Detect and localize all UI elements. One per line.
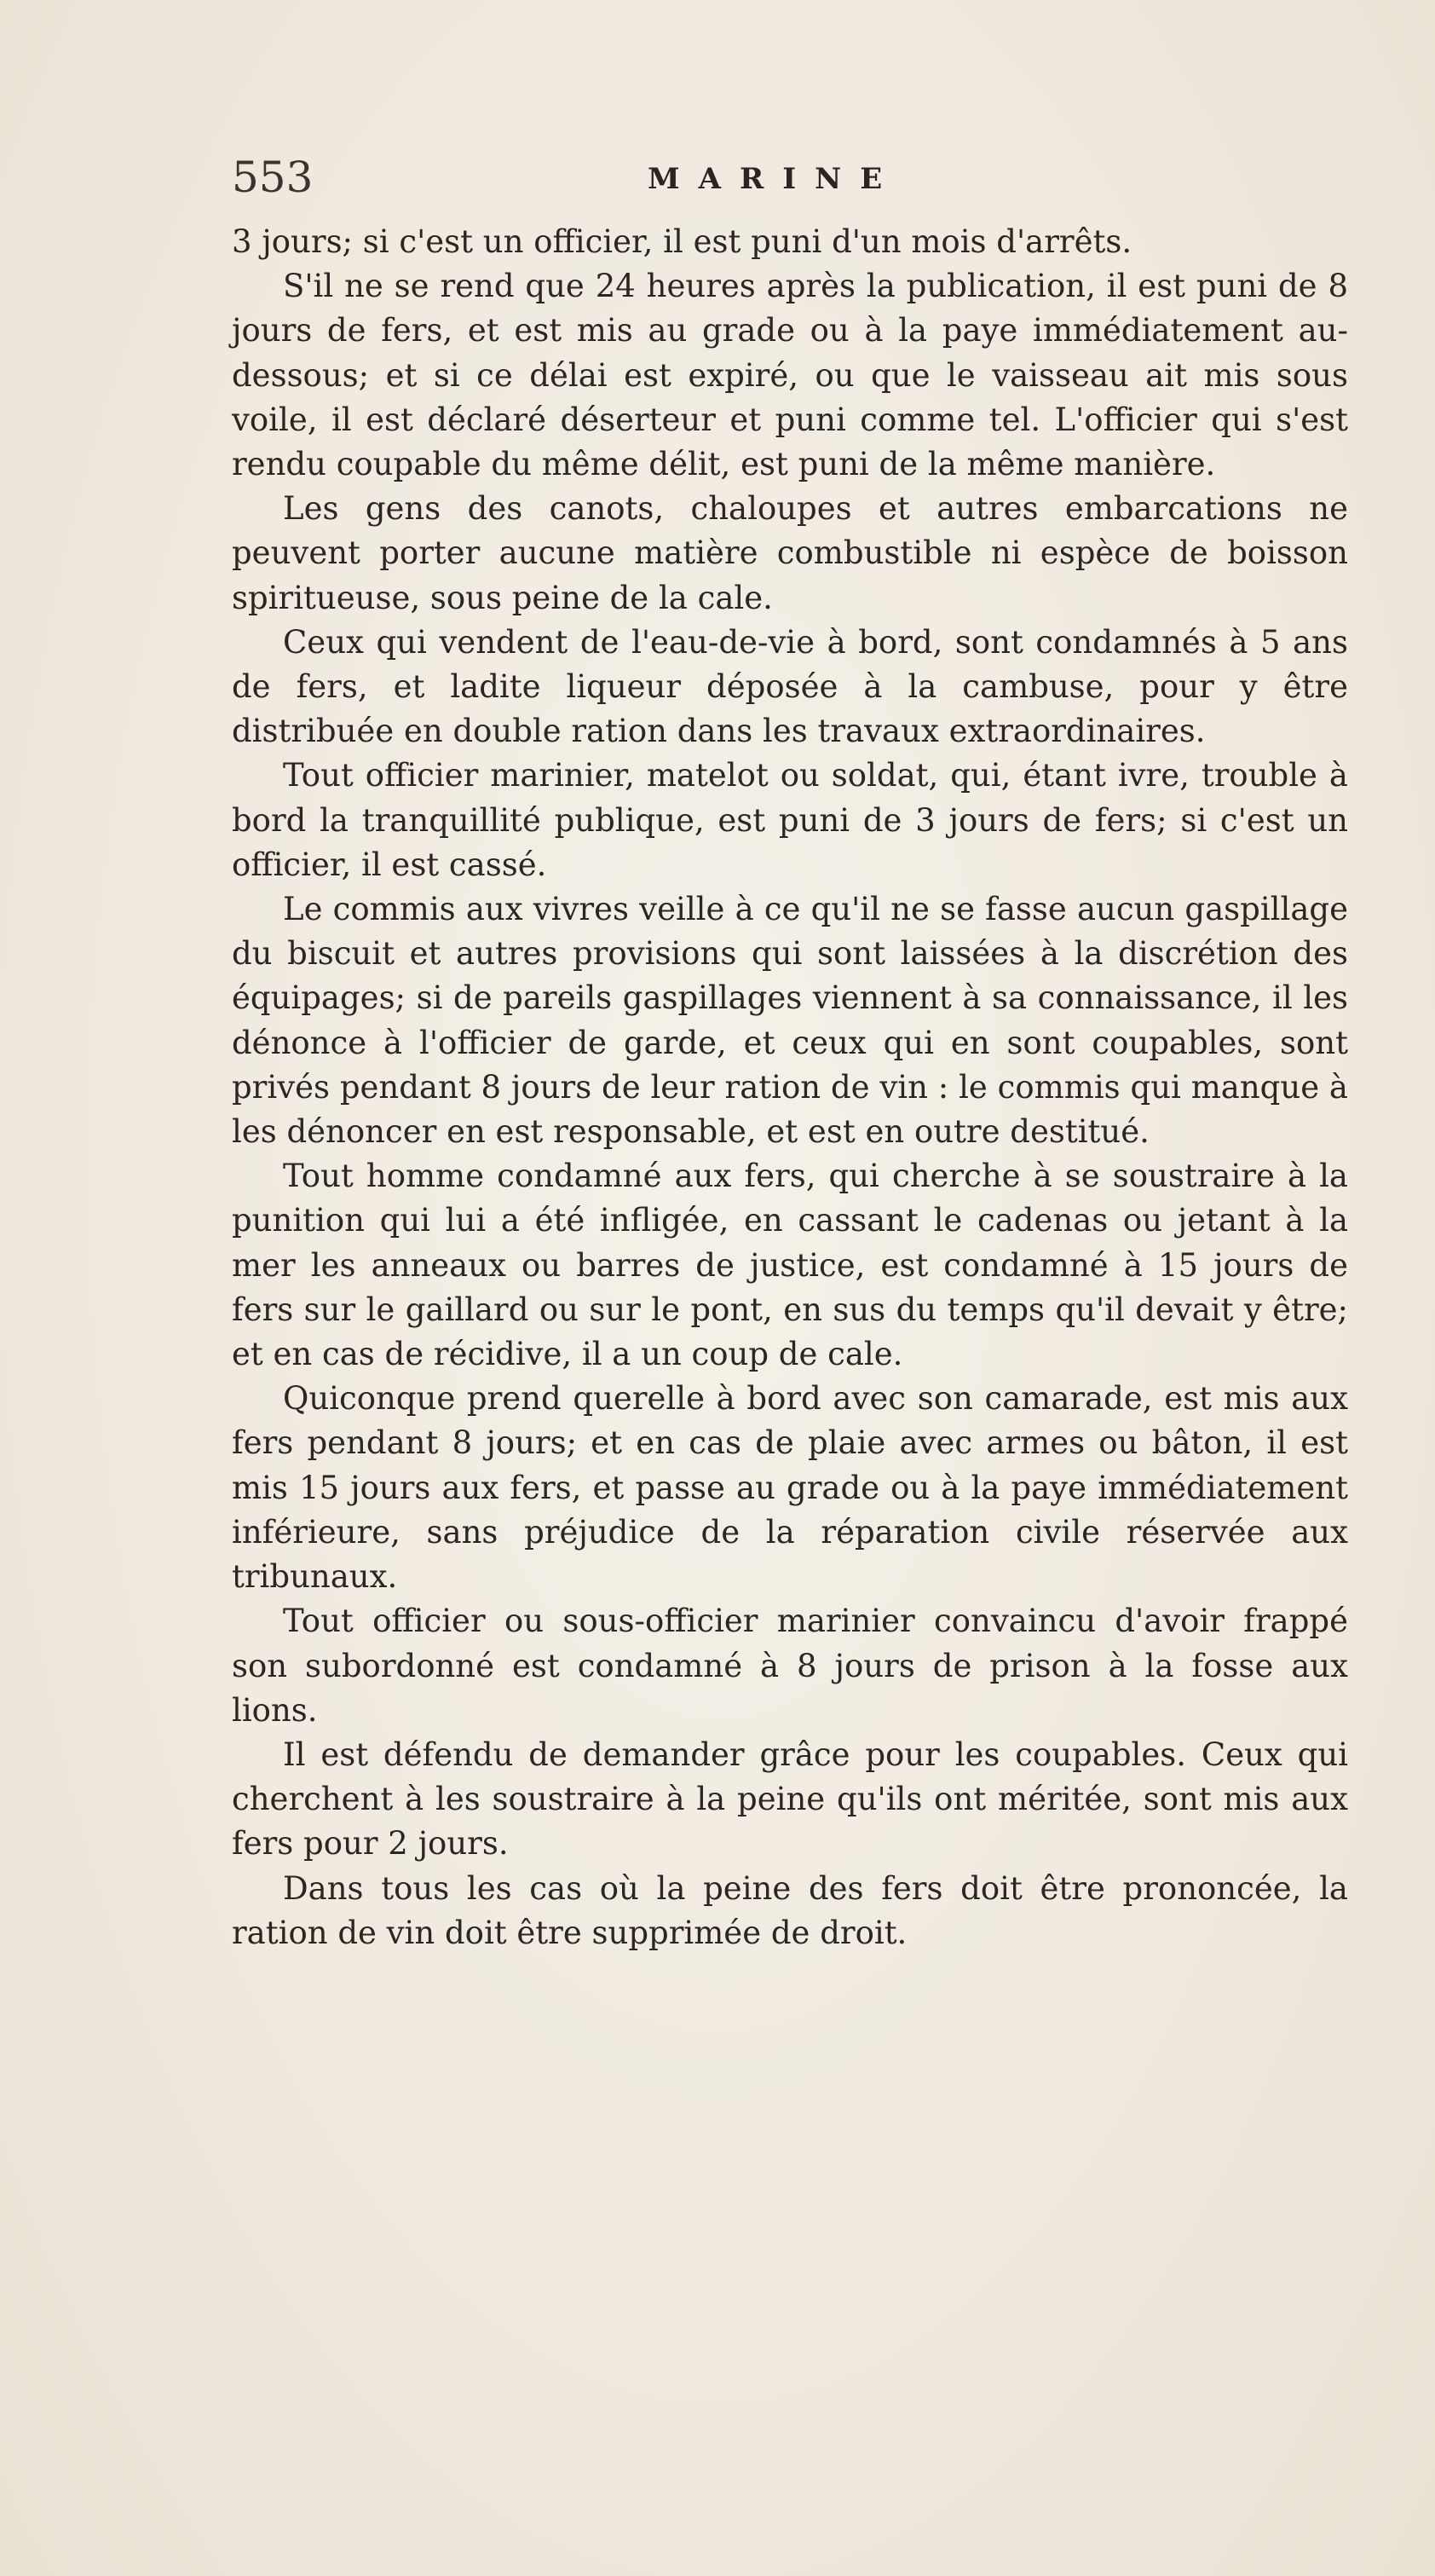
body-text	[232, 220, 1348, 1955]
paragraph-desertion: S'il ne se rend que 24 heures après la publication, il est puni de 8 jours de fers, et est mis au grade ou à la paye immédiatement au-dessous; et si ce délai est expiré, ou que le vaisseau ait mis sous voile, il est déclaré déserteur et puni comme tel. L'officier qui s'est rendu coupable du même délit, est puni de la même manière.	[232, 268, 1348, 483]
paragraph-querelle: Quiconque prend querelle à bord avec son camarade, est mis aux fers pendant 8 jours; et en cas de plaie avec armes ou bâton, il est mis 15 jours aux fers, et passe au grade ou à la paye immédiatement inférieure, sans préjudice de la réparation civile réservée aux tribunaux.	[232, 1380, 1348, 1596]
page-number: 553	[232, 153, 314, 202]
paragraph-embarcations: Les gens des canots, chaloupes et autres embarcations ne peuvent porter aucune matière combustible ni espèce de boisson spiritueuse, sous peine de la cale.	[232, 490, 1348, 616]
paragraph-ration-vin: Dans tous les cas où la peine des fers doit être prononcée, la ration de vin doit être supprimée de droit.	[232, 1869, 1348, 1951]
paragraph-officier-frappe: Tout officier ou sous-officier marinier convaincu d'avoir frappé son subordonné est condamné à 8 jours de prison à la fosse aux lions.	[232, 1603, 1348, 1729]
running-head: MARINE	[648, 162, 902, 196]
paragraph-commis-vivres: Le commis aux vivres veille à ce qu'il ne se fasse aucun gaspillage du biscuit et autres provisions qui sont laissées à la discrétion des équipages; si de pareils gaspillages viennent à sa connaissance, il les dénonce à l'officier de garde, et ceux qui en sont coupables, sont privés pendant 8 jours de leur ration de vin : le commis qui manque à les dénoncer en est responsable, et est en outre destitué.	[232, 891, 1348, 1151]
paragraph-ivresse: Tout officier marinier, matelot ou soldat, qui, étant ivre, trouble à bord la tranquillité publique, est puni de 3 jours de fers; si c'est un officier, il est cassé.	[232, 757, 1348, 883]
paragraph-continuation: 3 jours; si c'est un officier, il est puni d'un mois d'arrêts.	[232, 223, 1132, 260]
page-header	[232, 152, 1340, 211]
paragraph-evasion-fers: Tout homme condamné aux fers, qui cherche à se soustraire à la punition qui lui a été infligée, en cassant le cadenas ou jetant à la mer les anneaux ou barres de justice, est condamné à 15 jours de fers sur le gaillard ou sur le pont, en sus du temps qu'il devait y être; et en cas de récidive, il a un coup de cale.	[232, 1158, 1348, 1373]
paragraph-eau-de-vie: Ceux qui vendent de l'eau-de-vie à bord, sont condamnés à 5 ans de fers, et ladite liqueur déposée à la cambuse, pour y être distribuée en double ration dans les travaux extraordinaires.	[232, 623, 1348, 750]
paragraph-grace: Il est défendu de demander grâce pour les coupables. Ceux qui cherchent à les soustraire à la peine qu'ils ont méritée, sont mis aux fers pour 2 jours.	[232, 1736, 1348, 1863]
